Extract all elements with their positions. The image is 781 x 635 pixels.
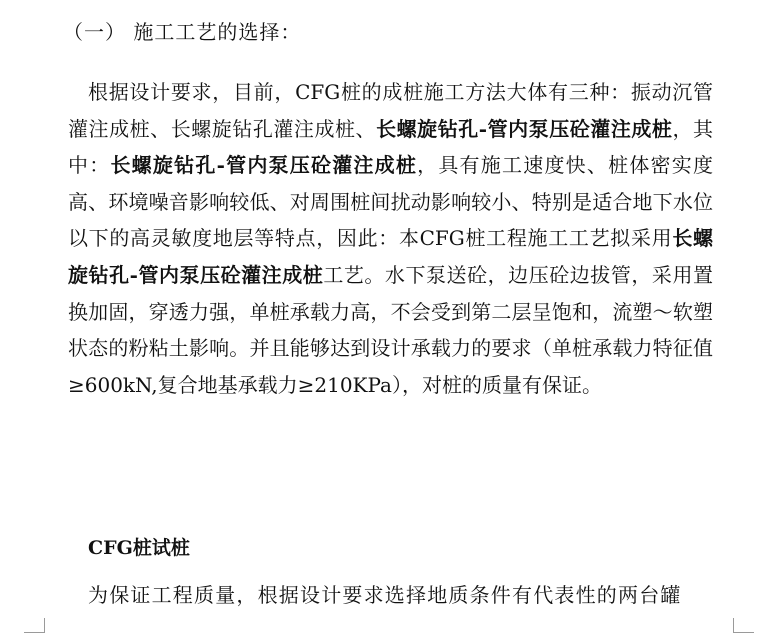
bold-text-run: 长螺旋钻孔-管内泵压砼灌注成桩: [376, 116, 673, 141]
section-heading: （一） 施工工艺的选择：: [63, 20, 302, 44]
page-corner-mark-left: [24, 618, 45, 633]
body-paragraph: [68, 74, 713, 403]
text-run: ，其中：: [68, 116, 714, 178]
bold-text-run: 长螺旋钻孔-管内泵压砼灌注成桩: [110, 153, 418, 178]
text-run: ，具有施工速度快、桩体密实度高、环境噪音影响较低、对周围桩间扰动影响较小、特别是适合地下水位以下的高灵敏度地层等特点，因此：本CFG桩工程施工工艺拟采用: [68, 153, 714, 251]
page-corner-mark-right: [733, 618, 754, 633]
bold-text-run: 长螺旋钻孔-管内泵压砼灌注成桩: [68, 226, 714, 287]
text-run: 工艺。水下泵送砼，边压砼边拔管，采用置换加固，穿透力强，单桩承载力高，不会受到第二层呈饱和，流塑～软塑状态的粉粘土影响。并且能够达到设计承载力的要求（单桩承载力特征值≥600kN,复合地基承载力≥210KPa），对桩的质量有保证。: [68, 262, 714, 397]
subsection-heading: CFG桩试桩: [88, 537, 190, 559]
body-paragraph-2: 为保证工程质量，根据设计要求选择地质条件有代表性的两台罐: [88, 583, 682, 607]
text-run: 根据设计要求，目前，CFG桩的成桩施工方法大体有三种：振动沉管灌注成桩、长螺旋钻孔灌注成桩、: [68, 80, 713, 141]
